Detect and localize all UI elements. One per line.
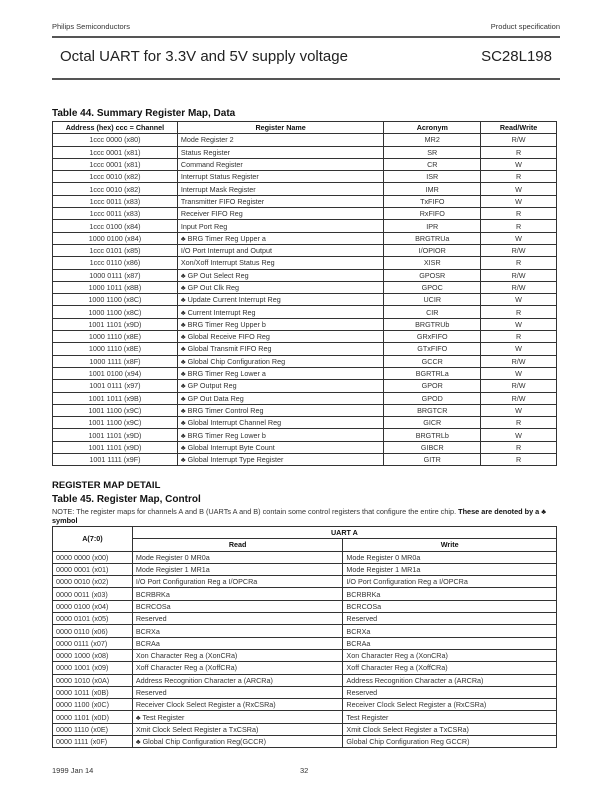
cell-register-name: ♣ Global Transmit FIFO Reg [177,343,384,355]
cell-address: 1ccc 0110 (x86) [53,257,178,269]
table-row [53,649,557,661]
cell-address: 0000 1110 (x0E) [53,723,133,735]
cell-acronym: CIR [384,306,481,318]
table-row [53,600,557,612]
cell-register-name: ♣ GP Out Data Reg [177,392,384,404]
table-row [53,613,557,625]
cell-register-name: ♣ Global Chip Configuration Reg [177,355,384,367]
cell-register-name: ♣ Global Interrupt Channel Reg [177,417,384,429]
table-row [53,711,557,723]
cell-register-name: ♣ Global Interrupt Type Register [177,454,384,466]
cell-read-write: R/W [481,269,557,281]
cell-acronym: GPOC [384,281,481,293]
section-heading: REGISTER MAP DETAIL [52,480,161,491]
cell-address: 1001 1100 (x9C) [53,404,178,416]
cell-address: 1000 1011 (x8B) [53,281,178,293]
table-row [53,380,557,392]
cell-register-name: Status Register [177,146,384,158]
note-emphasis: These are denoted by a ♣ symbol [52,507,547,525]
table-row [53,269,557,281]
table-row [53,232,557,244]
cell-read-write: R [481,306,557,318]
cell-address: 0000 1111 (x0F) [53,736,133,748]
cell-read: Xoff Character Reg a (XoffCRa) [132,662,343,674]
cell-address: 1000 0100 (x84) [53,232,178,244]
cell-acronym: I/OPIOR [384,244,481,256]
table-row [53,417,557,429]
column-header-address: Address (hex) ccc = Channel [53,122,178,134]
cell-acronym: XISR [384,257,481,269]
document-title: Octal UART for 3.3V and 5V supply voltage [60,48,348,65]
cell-read: BCRAa [132,637,343,649]
column-header-read: Read [132,539,343,551]
cell-address: 0000 0101 (x05) [53,613,133,625]
cell-register-name: ♣ Current Interrupt Reg [177,306,384,318]
column-header-acronym: Acronym [384,122,481,134]
cell-acronym: BRGTRUb [384,318,481,330]
cell-address: 1ccc 0011 (x83) [53,208,178,220]
table-row [53,404,557,416]
cell-acronym: GPOR [384,380,481,392]
cell-write: Address Recognition Character a (ARCRa) [343,674,557,686]
cell-acronym: GITR [384,454,481,466]
cell-address: 0000 0000 (x00) [53,551,133,563]
table-row [53,281,557,293]
cell-read-write: R [481,417,557,429]
table44-caption: Table 44. Summary Register Map, Data [52,108,236,119]
cell-address: 1001 1111 (x9F) [53,454,178,466]
cell-acronym: GPOD [384,392,481,404]
table-row [53,429,557,441]
cell-read: Reserved [132,686,343,698]
cell-register-name: Transmitter FIFO Register [177,195,384,207]
cell-acronym: MR2 [384,134,481,146]
column-header-write: Write [343,539,557,551]
cell-acronym: GCCR [384,355,481,367]
table-row [53,146,557,158]
cell-address: 1001 1011 (x9B) [53,392,178,404]
cell-acronym: BRGTRUa [384,232,481,244]
cell-acronym: GPOSR [384,269,481,281]
cell-read-write: W [481,232,557,244]
cell-address: 0000 1101 (x0D) [53,711,133,723]
control-register-map-table [52,526,557,748]
cell-read-write: W [481,158,557,170]
cell-read-write: R [481,331,557,343]
cell-acronym: UCIR [384,294,481,306]
cell-read: BCRCOSa [132,600,343,612]
cell-read: Mode Register 0 MR0a [132,551,343,563]
table-row [53,134,557,146]
table-row [53,625,557,637]
cell-address: 1001 1100 (x9C) [53,417,178,429]
cell-read-write: R [481,171,557,183]
table-row [53,662,557,674]
table-row [53,220,557,232]
cell-acronym: SR [384,146,481,158]
cell-address: 0000 0110 (x06) [53,625,133,637]
cell-register-name: Xon/Xoff Interrupt Status Reg [177,257,384,269]
cell-read: BCRXa [132,625,343,637]
cell-read-write: R/W [481,134,557,146]
cell-register-name: ♣ BRG Timer Control Reg [177,404,384,416]
cell-address: 0000 1001 (x09) [53,662,133,674]
cell-read: Xmit Clock Select Register a TxCSRa) [132,723,343,735]
running-header [52,22,560,34]
cell-read-write: W [481,294,557,306]
cell-address: 1ccc 0001 (x81) [53,158,178,170]
cell-address: 1001 1101 (x9D) [53,429,178,441]
cell-register-name: ♣ Update Current Interrupt Reg [177,294,384,306]
cell-address: 1ccc 0011 (x83) [53,195,178,207]
cell-register-name: ♣ GP Out Clk Reg [177,281,384,293]
cell-write: Test Register [343,711,557,723]
cell-register-name: ♣ Global Receive FIFO Reg [177,331,384,343]
table-row [53,441,557,453]
cell-address: 0000 1000 (x08) [53,649,133,661]
cell-read-write: R [481,208,557,220]
cell-read: ♣ Global Chip Configuration Reg(GCCR) [132,736,343,748]
table-row [53,208,557,220]
cell-register-name: I/O Port Interrupt and Output [177,244,384,256]
table-row [53,183,557,195]
cell-register-name: ♣ GP Output Reg [177,380,384,392]
cell-acronym: BRGTCR [384,404,481,416]
table-row [53,551,557,563]
table-row [53,171,557,183]
table-row [53,674,557,686]
cell-write: Xon Character Reg a (XonCRa) [343,649,557,661]
cell-write: Xmit Clock Select Register a TxCSRa) [343,723,557,735]
table-row [53,723,557,735]
table-row [53,195,557,207]
cell-write: BCRCOSa [343,600,557,612]
cell-read: ♣ Test Register [132,711,343,723]
cell-address: 0000 0010 (x02) [53,576,133,588]
cell-acronym: GTxFIFO [384,343,481,355]
cell-address: 1ccc 0101 (x85) [53,244,178,256]
cell-read-write: W [481,367,557,379]
cell-write: BCRBRKa [343,588,557,600]
summary-register-map-table [52,121,557,466]
table-row [53,306,557,318]
cell-address: 0000 1011 (x0B) [53,686,133,698]
table45-note [52,507,557,525]
cell-address: 1ccc 0001 (x81) [53,146,178,158]
cell-read-write: W [481,404,557,416]
cell-write: Reserved [343,686,557,698]
cell-read-write: W [481,343,557,355]
document-type: Product specification [490,22,560,31]
table-row [53,158,557,170]
cell-register-name: Interrupt Status Register [177,171,384,183]
cell-read-write: R [481,257,557,269]
cell-write: BCRAa [343,637,557,649]
cell-acronym: GRxFIFO [384,331,481,343]
table-row [53,343,557,355]
part-number: SC28L198 [481,48,552,65]
column-header-address: A(7:0) [53,527,133,552]
table-row [53,318,557,330]
table-row [53,588,557,600]
cell-address: 1001 1101 (x9D) [53,318,178,330]
cell-read-write: W [481,195,557,207]
table-row [53,355,557,367]
cell-address: 1000 1110 (x8E) [53,343,178,355]
cell-read: Address Recognition Character a (ARCRa) [132,674,343,686]
cell-register-name: ♣ Global Interrupt Byte Count [177,441,384,453]
note-text: NOTE: The register maps for channels A and B (UARTs A and B) contain some control registers that configure the entire chip. [52,507,457,516]
cell-address: 1000 1100 (x8C) [53,306,178,318]
cell-address: 1ccc 0010 (x82) [53,171,178,183]
cell-read: BCRBRKa [132,588,343,600]
table-row [53,637,557,649]
page-number: 32 [300,766,309,775]
cell-write: Mode Register 0 MR0a [343,551,557,563]
table-row [53,294,557,306]
cell-read: I/O Port Configuration Reg a I/OPCRa [132,576,343,588]
cell-acronym: IPR [384,220,481,232]
table-row [53,699,557,711]
cell-address: 1000 0111 (x87) [53,269,178,281]
cell-read-write: R [481,146,557,158]
cell-address: 0000 0001 (x01) [53,563,133,575]
cell-write: Global Chip Configuration Reg GCCR) [343,736,557,748]
cell-address: 0000 0011 (x03) [53,588,133,600]
cell-read-write: W [481,183,557,195]
cell-write: Xoff Character Reg a (XoffCRa) [343,662,557,674]
footer-date: 1999 Jan 14 [52,766,94,775]
cell-register-name: ♣ BRG Timer Reg Lower a [177,367,384,379]
cell-address: 0000 0111 (x07) [53,637,133,649]
cell-read-write: R/W [481,281,557,293]
cell-register-name: ♣ BRG Timer Reg Upper b [177,318,384,330]
header-rule-top [52,36,560,38]
cell-address: 1000 1100 (x8C) [53,294,178,306]
cell-address: 1ccc 0010 (x82) [53,183,178,195]
cell-address: 1001 1101 (x9D) [53,441,178,453]
header-rule-bottom [52,78,560,80]
cell-address: 0000 0100 (x04) [53,600,133,612]
cell-register-name: Receiver FIFO Reg [177,208,384,220]
cell-acronym: BGRTRLa [384,367,481,379]
cell-read-write: R/W [481,392,557,404]
table-row [53,331,557,343]
cell-register-name: Interrupt Mask Register [177,183,384,195]
cell-register-name: Command Register [177,158,384,170]
cell-acronym: ISR [384,171,481,183]
column-header-read-write: Read/Write [481,122,557,134]
cell-acronym: IMR [384,183,481,195]
table-row [53,454,557,466]
cell-read-write: R [481,220,557,232]
cell-register-name: ♣ BRG Timer Reg Lower b [177,429,384,441]
cell-read-write: R/W [481,244,557,256]
table-header-row [53,527,557,539]
cell-read-write: R/W [481,380,557,392]
cell-acronym: BRGTRLb [384,429,481,441]
cell-acronym: GICR [384,417,481,429]
table-row [53,257,557,269]
cell-acronym: CR [384,158,481,170]
table-row [53,686,557,698]
cell-acronym: RxFIFO [384,208,481,220]
table-row [53,367,557,379]
cell-read-write: W [481,318,557,330]
cell-write: I/O Port Configuration Reg a I/OPCRa [343,576,557,588]
cell-register-name: Input Port Reg [177,220,384,232]
cell-read: Reserved [132,613,343,625]
cell-write: Receiver Clock Select Register a (RxCSRa) [343,699,557,711]
table-row [53,244,557,256]
company-name: Philips Semiconductors [52,22,130,31]
table-row [53,576,557,588]
table-row [53,736,557,748]
column-header-register-name: Register Name [177,122,384,134]
cell-write: Reserved [343,613,557,625]
table-row [53,392,557,404]
cell-address: 0000 1100 (x0C) [53,699,133,711]
cell-read: Mode Register 1 MR1a [132,563,343,575]
cell-read-write: W [481,429,557,441]
cell-read: Xon Character Reg a (XonCRa) [132,649,343,661]
group-header-uart-a: UART A [132,527,556,539]
cell-address: 1ccc 0100 (x84) [53,220,178,232]
cell-address: 0000 1010 (x0A) [53,674,133,686]
cell-write: Mode Register 1 MR1a [343,563,557,575]
cell-register-name: ♣ BRG Timer Reg Upper a [177,232,384,244]
cell-write: BCRXa [343,625,557,637]
cell-acronym: GIBCR [384,441,481,453]
cell-address: 1000 1111 (x8F) [53,355,178,367]
cell-address: 1001 0100 (x94) [53,367,178,379]
cell-register-name: ♣ GP Out Select Reg [177,269,384,281]
cell-address: 1000 1110 (x8E) [53,331,178,343]
cell-read-write: R/W [481,355,557,367]
table45-caption: Table 45. Register Map, Control [52,494,201,505]
cell-read-write: R [481,441,557,453]
cell-address: 1ccc 0000 (x80) [53,134,178,146]
cell-read: Receiver Clock Select Register a (RxCSRa) [132,699,343,711]
cell-acronym: TxFIFO [384,195,481,207]
table-row [53,563,557,575]
cell-address: 1001 0111 (x97) [53,380,178,392]
cell-register-name: Mode Register 2 [177,134,384,146]
table-header-row [53,122,557,134]
cell-read-write: R [481,454,557,466]
